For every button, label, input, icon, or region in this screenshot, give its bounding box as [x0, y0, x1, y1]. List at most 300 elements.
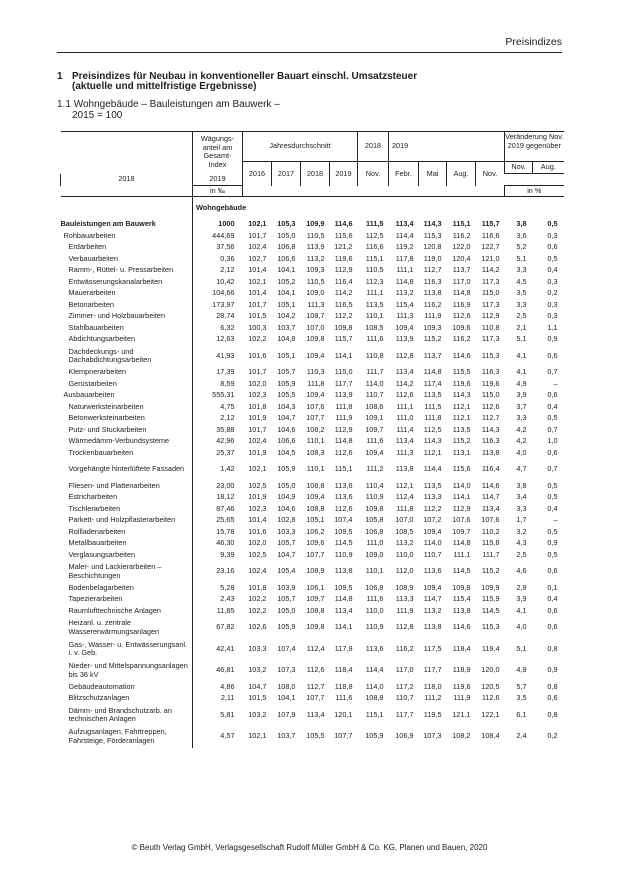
index-cell: 107,7 [306, 693, 325, 703]
index-cell: 114,5 [334, 538, 353, 548]
column-header-3: 2019 [330, 162, 358, 186]
column-header-1: 2017 [272, 162, 301, 186]
change-cell: 3,7 [516, 401, 527, 411]
index-cell: 105,5 [277, 390, 296, 400]
index-cell: 114,1 [452, 492, 471, 502]
index-cell: 101,8 [248, 401, 267, 411]
index-cell: 103,7 [277, 731, 296, 741]
index-cell: 105,0 [277, 605, 296, 615]
row-label: Tapezierarbeiten [68, 594, 123, 604]
index-cell: 118,4 [334, 665, 353, 675]
index-cell: 118,9 [452, 665, 471, 675]
index-cell: 112,4 [306, 643, 325, 653]
index-cell: 109,5 [334, 582, 353, 592]
index-cell: 114,5 [452, 566, 471, 576]
index-cell: 112,1 [423, 447, 442, 457]
table-row [61, 606, 564, 618]
index-cell: 102,7 [248, 253, 267, 263]
index-cell: 111,4 [396, 424, 414, 434]
index-cell: 114,8 [334, 594, 353, 604]
table-row [61, 277, 564, 289]
row-label: Maler- und Lackierarbeiten – Beschichtungen [68, 562, 162, 580]
index-cell: 112,5 [423, 424, 442, 434]
change-cell: 4,1 [516, 605, 527, 615]
index-cell: 110,9 [365, 492, 384, 502]
index-cell: 105,7 [277, 594, 296, 604]
index-cell: 114,1 [334, 350, 353, 360]
index-cell: 112,7 [423, 265, 442, 275]
index-cell: 115,1 [365, 253, 384, 263]
index-cell: 112,9 [452, 503, 471, 513]
index-cell: 117,0 [452, 276, 471, 286]
index-cell: 112,6 [452, 311, 471, 321]
index-cell: 101,5 [248, 693, 267, 703]
change-cell: 3,3 [516, 413, 527, 423]
index-cell: 106,1 [306, 582, 325, 592]
row-label: Entwässerungskanalarbeiten [68, 276, 163, 286]
index-cell: 114,1 [334, 622, 353, 632]
index-cell: 114,2 [395, 378, 414, 388]
index-cell: 112,7 [306, 681, 325, 691]
index-cell: 112,2 [334, 311, 353, 321]
index-cell: 115,1 [452, 219, 471, 229]
weight-cell: 1,42 [193, 459, 243, 481]
index-cell: 111,6 [366, 334, 384, 344]
table-row [61, 265, 564, 277]
change-cell: 3,8 [516, 480, 527, 490]
index-cell: 108,2 [452, 731, 471, 741]
index-cell: 101,9 [248, 492, 267, 502]
index-cell: 107,7 [306, 549, 325, 559]
index-cell: 113,9 [395, 334, 414, 344]
index-cell: 109,8 [306, 334, 325, 344]
weight-cell: 9,39 [193, 550, 243, 562]
index-cell: 113,8 [395, 464, 414, 474]
weight-cell: 5,81 [193, 705, 243, 727]
index-cell: 102,1 [248, 276, 267, 286]
index-cell: 110,7 [423, 549, 442, 559]
change-cell: 3,2 [516, 526, 527, 536]
index-cell: 102,6 [248, 622, 267, 632]
index-cell: 104,7 [277, 549, 296, 559]
change-cell: 6,1 [516, 709, 527, 719]
change-cell: 2,4 [516, 731, 527, 741]
index-cell: 110,2 [481, 526, 500, 536]
index-cell: 109,9 [481, 582, 500, 592]
change-cell: 0,6 [547, 622, 558, 632]
row-label: Parkett- und Holzpflasterarbeiten [68, 515, 176, 525]
weight-cell: 67,82 [193, 617, 243, 639]
table-row [61, 515, 564, 527]
table-row [61, 561, 564, 583]
change-cell: 2,5 [516, 549, 527, 559]
index-cell: 104,7 [277, 413, 296, 423]
index-cell: 117,7 [395, 709, 414, 719]
change-cell: 5,1 [516, 643, 527, 653]
index-cell: 111,3 [396, 447, 414, 457]
table-row [61, 617, 564, 639]
index-cell: 108,8 [365, 693, 384, 703]
table-row [61, 323, 564, 335]
change-cell: 0,5 [547, 526, 558, 536]
index-cell: 116,4 [481, 464, 500, 474]
change-cell: 3,3 [516, 299, 527, 309]
index-cell: 111,3 [396, 311, 414, 321]
row-label: Dachdeckungs- und Dachabdichtungsarbeiten [68, 346, 152, 365]
change-cell: 0,5 [547, 549, 558, 559]
change-unit: in % [505, 186, 564, 197]
row-label: Aufzugsanlagen, Fahrtreppen, Fahrsteige, Förderanlagen [68, 727, 167, 745]
index-cell: 111,3 [307, 299, 325, 309]
index-cell: 115,0 [481, 288, 500, 298]
index-cell: 114,3 [423, 219, 442, 229]
change-cell: 3,4 [516, 492, 527, 502]
index-cell: 111,2 [424, 693, 442, 703]
index-cell: 101,4 [248, 265, 267, 275]
change-cell: 0,9 [547, 334, 558, 344]
index-cell: 112,9 [334, 424, 353, 434]
footer-copyright: © Beuth Verlag GmbH, Verlagsgesellschaft Rudolf Müller GmbH & Co. KG, Planen und Bauen, 2020 [131, 843, 488, 852]
title-line1: Preisindizes für Neubau in konventioneller Bauart einschl. Umsatzsteuer [72, 71, 418, 82]
index-cell: 113,8 [423, 288, 442, 298]
index-cell: 119,4 [481, 643, 500, 653]
index-cell: 107,3 [277, 665, 296, 675]
index-cell: 115,3 [423, 230, 442, 240]
table-row [61, 311, 564, 323]
table-row [61, 682, 564, 694]
index-cell: 104,1 [277, 288, 296, 298]
year-2018-header: 2018 [358, 132, 389, 162]
index-cell: 110,3 [306, 367, 325, 377]
row-label: Rollladenarbeiten [68, 526, 126, 536]
index-cell: 118,8 [334, 681, 353, 691]
index-cell: 110,9 [365, 622, 384, 632]
index-cell: 110,1 [365, 311, 384, 321]
index-cell: 117,2 [395, 681, 414, 691]
change-cell: 0,7 [547, 367, 558, 377]
index-cell: 114,8 [423, 367, 442, 377]
index-cell: 111,6 [366, 594, 384, 604]
index-cell: 110,5 [365, 265, 384, 275]
index-cell: 107,6 [452, 515, 471, 525]
index-cell: 111,9 [453, 693, 471, 703]
index-cell: 105,7 [277, 538, 296, 548]
change-cell: 0,4 [547, 401, 558, 411]
index-cell: 105,2 [277, 276, 296, 286]
index-cell: 113,4 [306, 709, 325, 719]
index-cell: 113,4 [395, 367, 414, 377]
change-cell: 4,2 [516, 436, 527, 446]
change-cell: 0,6 [547, 390, 558, 400]
index-cell: 109,4 [306, 390, 325, 400]
index-cell: 114,8 [452, 288, 471, 298]
change-cell: 0,5 [547, 253, 558, 263]
weight-cell: 2,12 [193, 413, 243, 425]
weight-cell: 42,41 [193, 639, 243, 661]
weight-cell: 5,28 [193, 583, 243, 595]
index-cell: 113,2 [395, 538, 414, 548]
index-cell: 115,7 [334, 334, 353, 344]
index-cell: 113,5 [423, 390, 442, 400]
index-cell: 102,3 [248, 390, 267, 400]
index-cell: 111,2 [366, 464, 384, 474]
index-cell: 109,3 [306, 265, 325, 275]
column-header-0: 2016 [243, 162, 272, 186]
weight-cell: 10,42 [193, 277, 243, 289]
index-cell: 105,1 [306, 515, 325, 525]
index-cell: 102,1 [248, 731, 267, 741]
index-cell: 104,8 [277, 334, 296, 344]
index-cell: 115,3 [481, 350, 500, 360]
index-cell: 120,1 [334, 709, 353, 719]
row-label: Bauleistungen am Bauwerk [60, 219, 156, 229]
index-cell: 112,0 [395, 566, 414, 576]
table-row [61, 726, 564, 748]
weight-cell: 2,12 [193, 265, 243, 277]
index-cell: 108,3 [306, 447, 325, 457]
index-cell: 114,4 [423, 464, 442, 474]
index-cell: 116,3 [481, 367, 500, 377]
index-cell: 109,4 [395, 322, 414, 332]
index-cell: 110,5 [306, 230, 325, 240]
index-cell: 108,0 [277, 681, 296, 691]
index-cell: 106,8 [365, 582, 384, 592]
index-cell: 115,9 [481, 594, 500, 604]
table-row [61, 705, 564, 727]
table-row [61, 639, 564, 661]
index-cell: 111,6 [335, 693, 353, 703]
row-label: Naturwerksteinarbeiten [68, 401, 144, 411]
index-cell: 109,5 [334, 526, 353, 536]
change-cell: 0,4 [547, 594, 558, 604]
index-cell: 101,7 [248, 367, 267, 377]
index-cell: 112,1 [395, 480, 414, 490]
index-cell: 103,2 [248, 665, 267, 675]
index-cell: 114,0 [365, 681, 384, 691]
change-cell: 0,2 [547, 288, 558, 298]
index-cell: 101,9 [248, 447, 267, 457]
index-cell: 107,2 [423, 515, 442, 525]
index-cell: 105,1 [277, 350, 296, 360]
change-cell: 5,2 [516, 242, 527, 252]
change-cell: 2,5 [516, 311, 527, 321]
header-rule [57, 52, 562, 53]
index-cell: 115,3 [481, 622, 500, 632]
index-cell: 103,3 [248, 643, 267, 653]
change-header: Veränderung Nov. 2019 gegenüber [505, 132, 564, 162]
index-cell: 119,6 [481, 378, 500, 388]
change-cell: 0,5 [547, 480, 558, 490]
table-row [61, 492, 564, 504]
index-cell: 109,7 [452, 526, 471, 536]
row-label: Fliesen- und Plattenarbeiten [68, 480, 160, 490]
index-cell: 107,6 [306, 401, 325, 411]
index-cell: 113,4 [395, 219, 414, 229]
index-cell: 114,8 [334, 436, 353, 446]
row-label: Wärmedämm-Verbundsysteme [68, 436, 170, 446]
index-cell: 117,3 [481, 299, 500, 309]
index-cell: 120,4 [452, 253, 471, 263]
index-cell: 117,4 [423, 378, 442, 388]
index-cell: 111,7 [366, 367, 384, 377]
index-cell: 116,3 [423, 276, 442, 286]
index-cell: 118,0 [423, 681, 442, 691]
index-cell: 113,1 [452, 447, 471, 457]
change-cell: 4,1 [516, 350, 527, 360]
index-cell: 115,4 [452, 594, 471, 604]
index-cell: 116,2 [423, 299, 442, 309]
change-cell: 4,3 [516, 538, 527, 548]
change-cell: 3,9 [516, 390, 527, 400]
index-cell: 109,3 [423, 322, 442, 332]
index-cell: 115,6 [334, 230, 353, 240]
index-cell: 110,5 [306, 276, 325, 286]
weight-cell: 6,32 [193, 323, 243, 335]
weight-cell: 41,93 [193, 346, 243, 368]
change-cell: 1,7 [516, 515, 527, 525]
index-cell: 112,8 [395, 622, 414, 632]
index-cell: 114,0 [365, 378, 384, 388]
subtitle-line2: 2015 = 100 [72, 110, 123, 121]
index-cell: 114,8 [395, 276, 414, 286]
index-cell: 107,7 [306, 413, 325, 423]
index-cell: 108,6 [365, 401, 384, 411]
index-cell: 114,3 [452, 390, 471, 400]
change-cell: 0,6 [547, 693, 558, 703]
index-cell: 111,8 [307, 378, 325, 388]
index-cell: 112,3 [365, 276, 384, 286]
index-cell: 104,3 [277, 401, 296, 411]
index-cell: 115,1 [334, 464, 353, 474]
weight-cell: 8,59 [193, 379, 243, 391]
index-cell: 117,3 [481, 276, 500, 286]
index-cell: 116,4 [334, 276, 353, 286]
index-cell: 113,2 [423, 605, 442, 615]
index-cell: 105,8 [365, 515, 384, 525]
row-label: Nieder- und Mittelspannungsanlagen bis 36 kV [68, 661, 188, 679]
index-cell: 113,6 [423, 566, 442, 576]
index-cell: 117,3 [481, 334, 500, 344]
index-cell: 114,3 [481, 424, 500, 434]
weight-cell: 46,81 [193, 660, 243, 682]
index-cell: 116,2 [395, 643, 414, 653]
index-cell: 108,2 [306, 424, 325, 434]
index-cell: 101,6 [248, 350, 267, 360]
column-header-4: Nov. [358, 162, 389, 186]
index-cell: 112,5 [365, 230, 384, 240]
change-cell: 5,7 [516, 681, 527, 691]
index-cell: 111,6 [366, 436, 384, 446]
index-cell: 107,3 [423, 731, 442, 741]
index-cell: 108,4 [481, 731, 500, 741]
index-cell: 101,4 [248, 288, 267, 298]
page-title [57, 72, 417, 92]
change-cell: 0,1 [547, 582, 558, 592]
index-cell: 113,3 [395, 594, 414, 604]
index-cell: 105,3 [277, 219, 296, 229]
subtitle-number: 1.1 [57, 99, 71, 110]
change-cell: 0,9 [547, 538, 558, 548]
index-cell: 116,2 [452, 230, 471, 240]
index-cell: 102,8 [277, 515, 296, 525]
index-cell: 115,8 [481, 538, 500, 548]
row-label: Betonarbeiten [68, 299, 114, 309]
index-cell: 109,1 [365, 413, 384, 423]
weight-cell: 1000 [193, 219, 243, 231]
index-cell: 109,0 [306, 288, 325, 298]
index-cell: 101,7 [248, 424, 267, 434]
index-cell: 114,6 [452, 622, 471, 632]
index-cell: 112,2 [423, 503, 442, 513]
table-row [61, 300, 564, 312]
weight-cell: 2,11 [193, 693, 243, 705]
change-cell: – [553, 515, 558, 525]
index-cell: 119,6 [452, 681, 471, 691]
index-cell: 116,3 [481, 436, 500, 446]
change-cell: 0,5 [547, 219, 558, 229]
change-cell: 1,1 [547, 322, 558, 332]
row-label: Ausbauarbeiten [63, 390, 115, 400]
weight-unit: in ‰ [193, 186, 243, 197]
weight-cell: 28,74 [193, 311, 243, 323]
index-cell: 102,2 [248, 605, 267, 615]
index-cell: 112,6 [395, 390, 414, 400]
index-cell: 107,4 [334, 515, 353, 525]
weight-cell: 555,31 [193, 390, 243, 402]
index-cell: 105,9 [277, 464, 296, 474]
index-cell: 120,5 [481, 681, 500, 691]
change-cell: 0,3 [547, 230, 558, 240]
table-row [61, 459, 564, 481]
change-cell: 0,8 [547, 709, 558, 719]
index-cell: 103,9 [277, 582, 296, 592]
index-cell: 109,8 [365, 503, 384, 513]
change-cell: 3,5 [516, 288, 527, 298]
index-cell: 109,8 [452, 582, 471, 592]
column-header-7: Aug. [447, 162, 476, 186]
index-cell: 115,6 [452, 464, 471, 474]
table-row [61, 334, 564, 346]
change-cell: 3,8 [516, 219, 527, 229]
row-label: Erdarbeiten [68, 242, 107, 252]
index-cell: 111,8 [424, 413, 442, 423]
index-cell: 116,6 [481, 230, 500, 240]
change-cell: 2,9 [516, 582, 527, 592]
index-cell: 107,6 [481, 515, 500, 525]
index-cell: 110,1 [365, 566, 384, 576]
index-cell: 102,2 [248, 334, 267, 344]
index-cell: 101,6 [248, 526, 267, 536]
index-cell: 106,8 [277, 242, 296, 252]
row-label: Dämm- und Brandschutzarb. an technischen Anlagen [68, 705, 172, 724]
index-cell: 105,0 [277, 480, 296, 490]
index-cell: 112,9 [334, 265, 353, 275]
index-cell: 109,4 [423, 582, 442, 592]
row-label: Vorgehängte hinterlüftete Fassaden [68, 464, 185, 474]
table-row [61, 242, 564, 254]
column-header-8: Nov. [476, 162, 505, 186]
index-cell: 109,4 [365, 447, 384, 457]
index-cell: 107,7 [334, 731, 353, 741]
change-year-1: 2019 [193, 174, 243, 186]
table-row [61, 504, 564, 516]
price-index-table [60, 131, 564, 748]
row-label: Gas-, Wasser- u. Entwässerungsanl. i. v. Geb. [68, 639, 188, 658]
row-label: Verglasungsarbeiten [68, 549, 136, 559]
index-cell: 115,0 [481, 390, 500, 400]
change-cell: 0,4 [547, 265, 558, 275]
change-cell: 0,3 [547, 311, 558, 321]
